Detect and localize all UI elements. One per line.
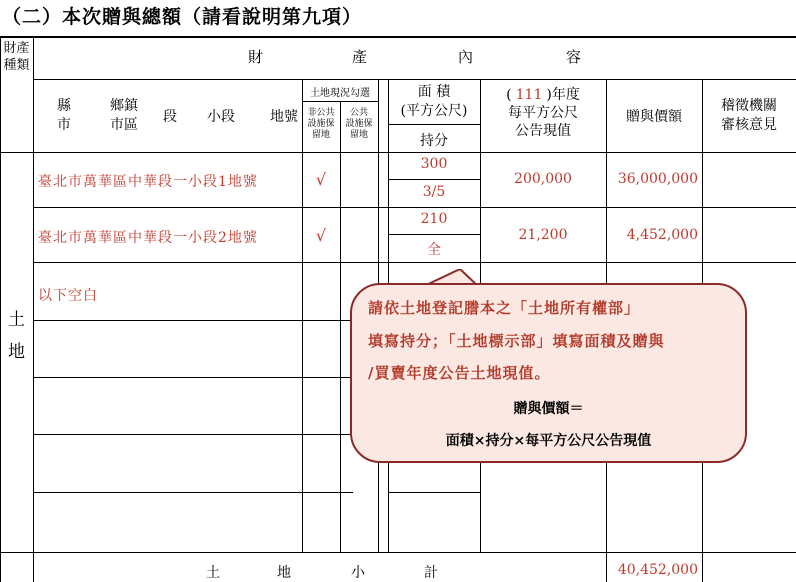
row-area: 300 [420, 156, 448, 172]
row-gift-value: 36,000,000 [617, 171, 698, 187]
category-header: 財產 種類 [3, 41, 30, 73]
row-share: 全 [427, 242, 441, 258]
callout-line-2: 填寫持分；「土地標示部」填寫面積及贈與 [368, 332, 665, 350]
subtotal-label-3: 小 [351, 565, 365, 581]
callout-line-5: 面積×持分×每平方公尺公告現值 [445, 433, 652, 449]
row-unit-value: 21,200 [518, 227, 568, 243]
land-status-header: 土地現況勾選 [310, 88, 370, 99]
announced-value-header: ( 111 )年度 每平方公尺 公告現值 [506, 87, 580, 139]
year-value: 111 [515, 87, 543, 103]
category-land-label: 土 地 [8, 310, 25, 362]
subtotal-value: 40,452,000 [617, 562, 698, 578]
row-unit-value: 200,000 [514, 171, 572, 187]
page-title: （二）本次贈與總額（請看說明第九項） [2, 6, 363, 28]
gift-value-header: 贈與價額 [626, 109, 682, 125]
callout-line-4: 贈與價額＝ [513, 401, 584, 417]
property-content-char-4: 容 [566, 48, 582, 66]
non-public-header: 非公共 設施保 留地 [307, 108, 335, 140]
blank-note: 以下空白 [38, 288, 98, 304]
area-header: 面 積 (平方公尺) [400, 84, 468, 119]
review-header: 稽徵機關 審核意見 [721, 98, 777, 133]
property-content-char-2: 產 [352, 48, 368, 66]
section-header: 段 [163, 109, 177, 125]
row-check: √ [315, 226, 327, 245]
property-content-char-3: 內 [458, 48, 474, 66]
subtotal-label-2: 地 [277, 565, 291, 581]
subsection-header: 小段 [207, 109, 235, 125]
subtotal-label-1: 土 [206, 565, 220, 581]
public-header: 公共 設施保 留地 [345, 108, 373, 140]
county-header: 縣 市 [57, 98, 71, 133]
callout-line-1: 請依土地登記謄本之「土地所有權部」 [368, 299, 641, 317]
row-share: 3/5 [422, 184, 446, 200]
property-content-char-1: 財 [248, 48, 264, 66]
callout-line-3: /買賣年度公告土地現值。 [368, 364, 551, 382]
row-location: 臺北市萬華區中華段一小段1地號 [38, 174, 258, 190]
row-area: 210 [420, 211, 448, 227]
subtotal-label-4: 計 [424, 565, 438, 581]
township-header: 鄉鎮 市區 [110, 98, 138, 133]
row-check: √ [315, 170, 327, 189]
lot-header: 地號 [270, 109, 298, 125]
share-header: 持分 [420, 133, 448, 149]
row-location: 臺北市萬華區中華段一小段2地號 [38, 230, 258, 246]
row-gift-value: 4,452,000 [626, 227, 698, 243]
